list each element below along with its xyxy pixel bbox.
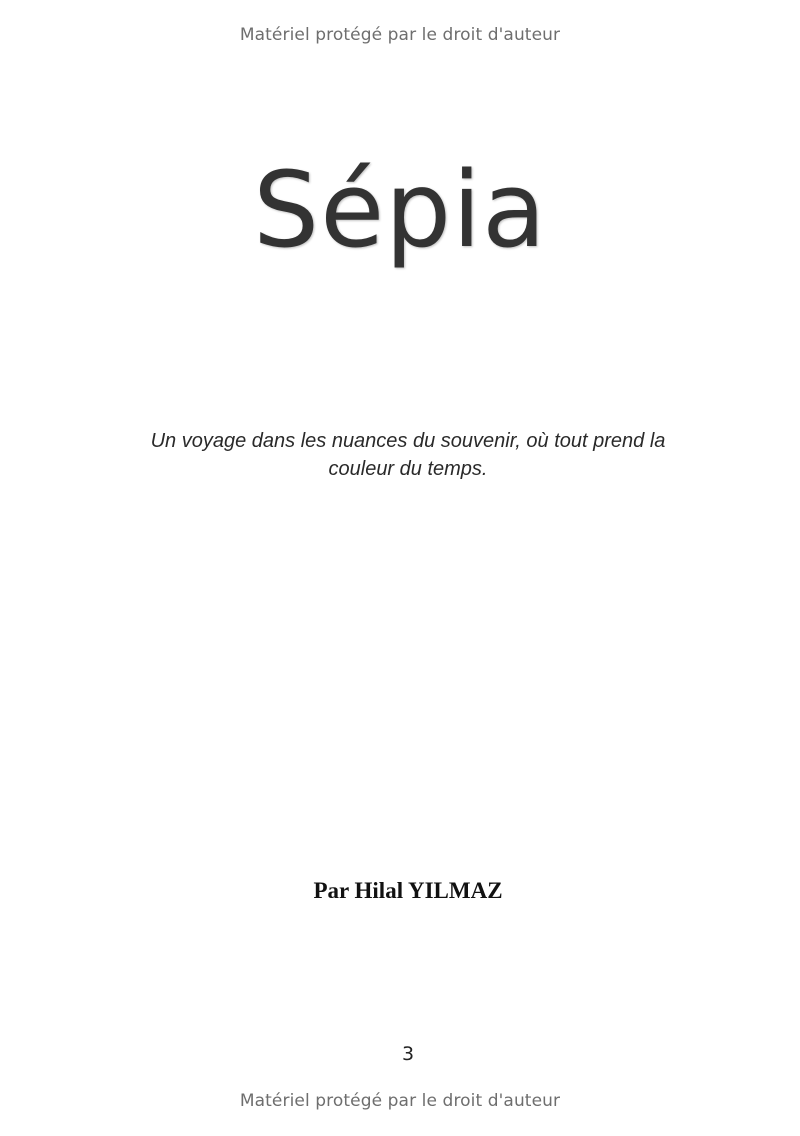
author-name: Par Hilal YILMAZ [313,878,503,903]
book-subtitle: Un voyage dans les nuances du souvenir, où tout prend la couleur du temps. [150,430,666,480]
book-title: Sépia [253,149,547,271]
page-number: 3 [401,1043,415,1065]
copyright-watermark-top: Matériel protégé par le droit d'auteur [239,25,561,45]
copyright-watermark-bottom: Matériel protégé par le droit d'auteur [239,1091,561,1111]
